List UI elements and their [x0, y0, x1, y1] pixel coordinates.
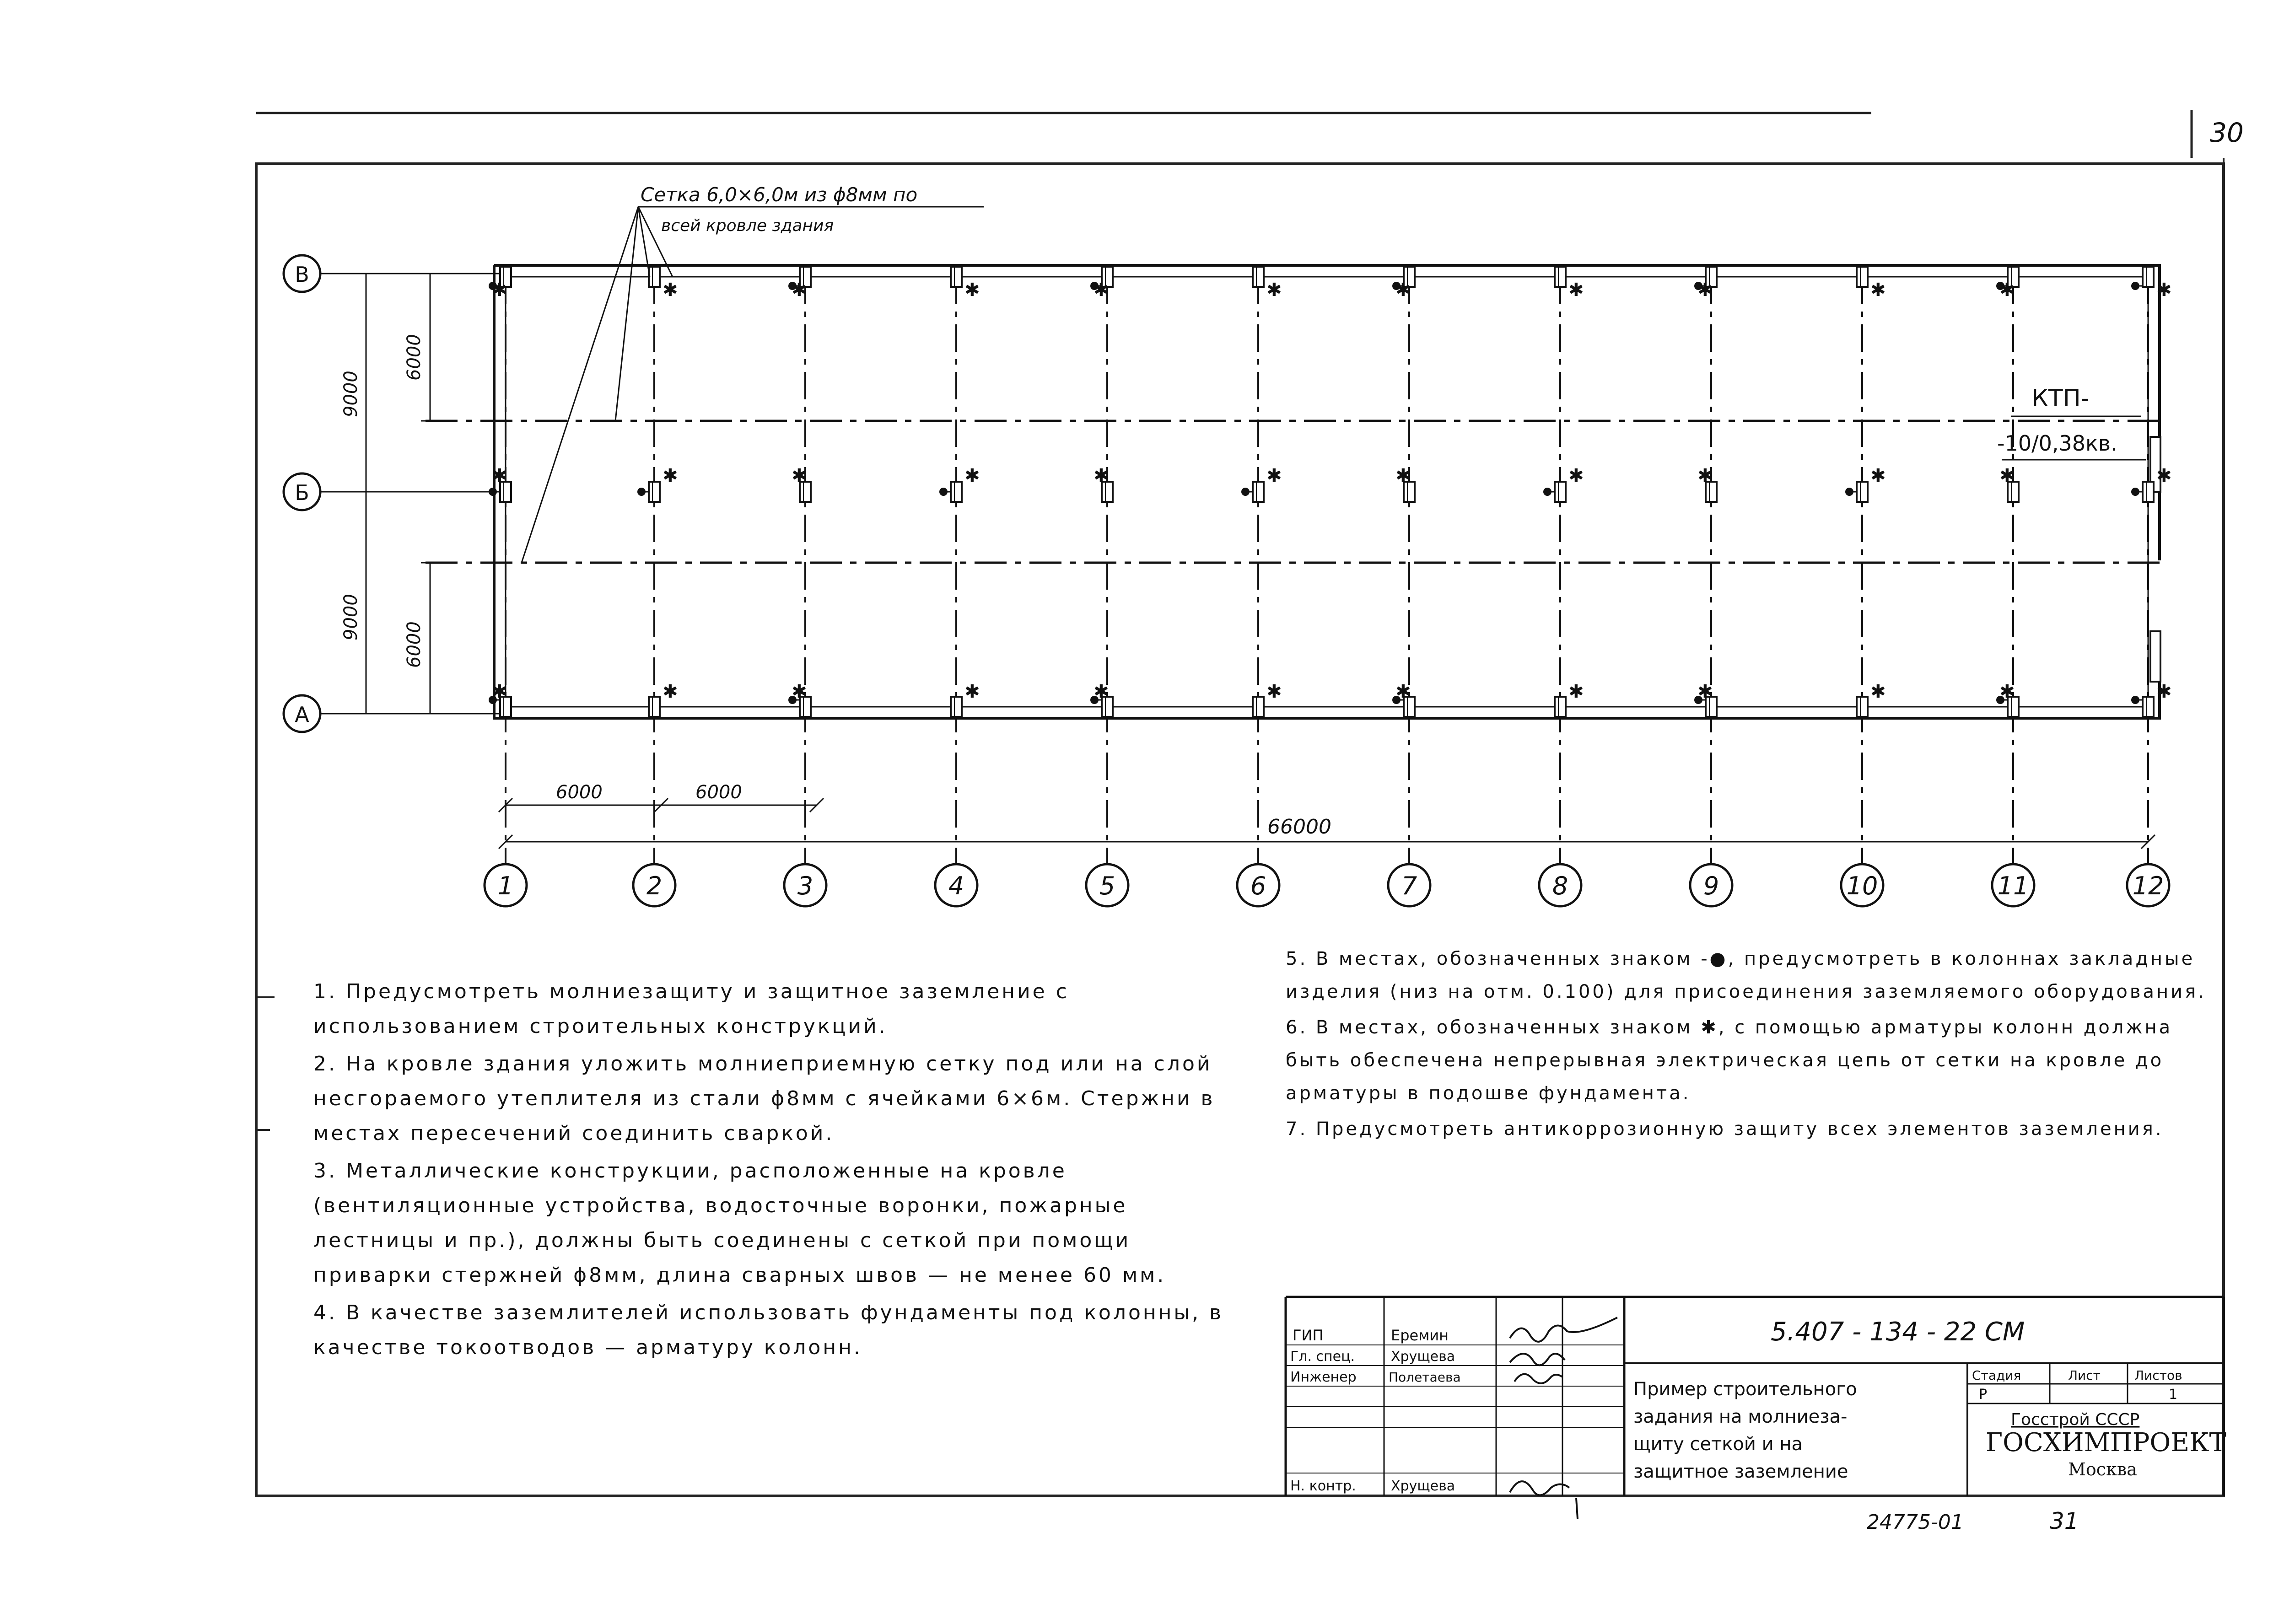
- column-symbol: [792, 465, 811, 502]
- column-symbol: [1241, 465, 1282, 502]
- tb-stage-value: Р: [1979, 1387, 1988, 1403]
- bottom-code: 24775-01: [1867, 1511, 1964, 1534]
- doc-code: 5.407 - 134 - 22 СМ: [1771, 1317, 2025, 1347]
- column-axis-bubble: [935, 864, 977, 906]
- tb-role-gip: ГИП: [1293, 1327, 1324, 1344]
- continuity-mark: ✱: [1568, 280, 1584, 301]
- tb-name-gip: Еремин: [1391, 1327, 1449, 1344]
- continuity-mark: ✱: [1094, 465, 1109, 486]
- mesh-lines: [426, 421, 2160, 563]
- column-symbol: [1694, 267, 1717, 301]
- continuity-mark: ✱: [792, 280, 807, 301]
- column-symbol: [1694, 681, 1717, 717]
- bottom-page: 31: [2050, 1508, 2079, 1534]
- columns-group: [489, 267, 2172, 717]
- tb-sheet-header: Лист: [2068, 1368, 2101, 1383]
- continuity-mark: ✱: [1395, 681, 1411, 702]
- note-7: 7. Предусмотреть антикоррозионную защиту всех элементов заземления.: [1286, 1119, 2164, 1140]
- page-number: 30: [2210, 117, 2244, 148]
- column-symbol: [489, 681, 511, 717]
- svg-text:В: В: [295, 262, 309, 287]
- continuity-mark: ✱: [1395, 280, 1411, 301]
- column-axis-bubble: [1841, 864, 1883, 906]
- note-1: 1. Предусмотреть молниезащиту и защитное заземление с использованием строительных конструкций.: [313, 980, 1069, 1038]
- continuity-mark: ✱: [1697, 280, 1713, 301]
- continuity-mark: ✱: [1870, 681, 1886, 702]
- column-symbol: [1845, 465, 1886, 502]
- svg-text:А: А: [295, 702, 309, 727]
- continuity-mark: ✱: [792, 465, 807, 486]
- mesh-note-line2: всей кровле здания: [661, 216, 834, 235]
- column-symbol: [1094, 465, 1113, 502]
- continuity-mark: ✱: [1870, 280, 1886, 301]
- column-axis-bubbles: [485, 864, 2169, 906]
- dim-total-left-top: 9000: [340, 371, 361, 417]
- continuity-mark: ✱: [492, 465, 507, 486]
- tb-title-line1: Пример строительного: [1633, 1379, 1857, 1400]
- continuity-mark: ✱: [1999, 681, 2015, 702]
- continuity-mark: ✱: [2156, 280, 2172, 301]
- continuity-mark: ✱: [2156, 681, 2172, 702]
- continuity-mark: ✱: [1568, 681, 1584, 702]
- column-axis-bubble: [1992, 864, 2034, 906]
- continuity-mark: ✱: [1266, 681, 1282, 702]
- column-symbol: [1392, 267, 1415, 301]
- svg-text:8: 8: [1552, 871, 1568, 900]
- continuity-mark: ✱: [1395, 465, 1411, 486]
- svg-text:10: 10: [1846, 871, 1878, 900]
- column-symbol: [649, 681, 678, 717]
- column-symbol: [788, 681, 811, 717]
- left-dimension-lines: [357, 274, 439, 714]
- column-axis-bubble: [1237, 864, 1279, 906]
- continuity-mark: ✱: [964, 681, 980, 702]
- column-axis-bubble: [784, 864, 826, 906]
- dim-bay-2: 6000: [695, 782, 742, 803]
- tb-sheets-header: Листов: [2134, 1368, 2182, 1383]
- dim-overall: 66000: [1267, 815, 1331, 839]
- tb-title-line4: защитное заземление: [1633, 1461, 1848, 1482]
- column-symbol: [1996, 267, 2019, 301]
- column-symbol: [2131, 681, 2172, 717]
- ktp-label-line2: -10/0,38кв.: [1997, 431, 2117, 456]
- column-symbol: [1999, 465, 2019, 502]
- tb-name-glspec: Хрущева: [1391, 1349, 1455, 1365]
- column-axis-bubble: [2127, 864, 2169, 906]
- column-symbol: [1697, 465, 1717, 502]
- column-axis-bubble: [1388, 864, 1430, 906]
- svg-text:11: 11: [1997, 871, 2029, 900]
- continuity-mark: ✱: [663, 681, 678, 702]
- tb-name-engineer: Полетаева: [1389, 1370, 1461, 1385]
- column-symbol: [1395, 465, 1415, 502]
- column-axis-bubble: [1539, 864, 1581, 906]
- tb-title-line3: щиту сеткой и на: [1633, 1434, 1803, 1455]
- column-symbol: [649, 267, 678, 301]
- svg-text:9: 9: [1703, 871, 1719, 900]
- svg-text:4: 4: [948, 871, 964, 900]
- dim-mesh-left-top: 6000: [404, 334, 425, 381]
- column-symbol: [2131, 267, 2172, 301]
- continuity-mark: ✱: [492, 681, 507, 702]
- svg-text:Б: Б: [295, 480, 309, 505]
- column-symbol: [1090, 681, 1113, 717]
- continuity-mark: ✱: [1266, 280, 1282, 301]
- continuity-mark: ✱: [964, 465, 980, 486]
- column-axis-bubble: [485, 864, 527, 906]
- continuity-mark: ✱: [1266, 465, 1282, 486]
- tb-title-line2: задания на молниеза-: [1633, 1406, 1848, 1427]
- column-axis-bubble: [1086, 864, 1128, 906]
- column-symbol: [1996, 681, 2019, 717]
- note-2: 2. На кровле здания уложить молниеприемную сетку под или на слой несгораемого утеплителя из стали ϕ8мм с ячейками 6×6м. Стержни в местах пересечений соединить сваркой.: [313, 1052, 1215, 1145]
- continuity-mark: ✱: [1999, 465, 2015, 486]
- svg-text:7: 7: [1401, 871, 1417, 900]
- continuity-mark: ✱: [663, 465, 678, 486]
- continuity-mark: ✱: [1697, 681, 1713, 702]
- continuity-mark: ✱: [964, 280, 980, 301]
- tb-role-ncontr: Н. контр.: [1290, 1478, 1356, 1494]
- continuity-mark: ✱: [663, 280, 678, 301]
- continuity-mark: ✱: [1697, 465, 1713, 486]
- tb-role-glspec: Гл. спец.: [1290, 1349, 1355, 1365]
- column-symbol: [1253, 267, 1282, 301]
- building-outline: [494, 265, 2160, 718]
- continuity-mark: ✱: [2156, 465, 2172, 486]
- column-symbol: [1555, 267, 1584, 301]
- column-symbol: [788, 267, 811, 301]
- column-symbol: [951, 681, 980, 717]
- tb-org-line1: Госстрой СССР: [2011, 1410, 2140, 1429]
- dim-bay-1: 6000: [556, 782, 603, 803]
- continuity-mark: ✱: [1094, 681, 1109, 702]
- mesh-note-line1: Сетка 6,0×6,0м из ϕ8мм по: [641, 183, 918, 206]
- svg-text:1: 1: [497, 871, 514, 900]
- svg-text:3: 3: [797, 871, 813, 900]
- column-symbol: [951, 267, 980, 301]
- row-axis-bubble-b: [284, 473, 320, 510]
- continuity-mark: ✱: [792, 681, 807, 702]
- note-4: 4. В качестве заземлителей использовать фундаменты под колонны, в качестве токоотводов — арматуру колонн.: [313, 1301, 1224, 1359]
- dim-total-left-bottom: 9000: [340, 594, 361, 640]
- continuity-mark: ✱: [1999, 280, 2015, 301]
- column-symbol: [1857, 267, 1886, 301]
- column-symbol: [1555, 681, 1584, 717]
- continuity-mark: ✱: [1568, 465, 1584, 486]
- note-3: 3. Металлические конструкции, расположенные на кровле (вентиляционные устройства, водосточные воронки, пожарные лестницы и пр.), должны быть соединены с сеткой при помощи приварки стержней ϕ8мм, длина сварных швов — не менее 60 мм.: [313, 1159, 1166, 1287]
- dim-mesh-left-bottom: 6000: [404, 621, 425, 668]
- mesh-note-leader: [522, 207, 984, 563]
- column-symbol: [939, 465, 980, 502]
- svg-text:12: 12: [2132, 871, 2164, 900]
- column-axis-bubble: [1690, 864, 1732, 906]
- ktp-label-line1: КТП-: [2031, 385, 2090, 412]
- tb-org-line3: Москва: [2068, 1459, 2137, 1479]
- note-5: 5. В местах, обозначенных знаком -●, предусмотреть в колоннах закладные изделия (низ на отм. 0.100) для присоединения заземляемого оборудования.: [1286, 948, 2206, 1002]
- tb-stage-header: Стадия: [1972, 1368, 2021, 1383]
- continuity-mark: ✱: [1870, 465, 1886, 486]
- svg-text:5: 5: [1099, 871, 1115, 900]
- column-symbol: [1543, 465, 1584, 502]
- signatures: [1510, 1317, 1617, 1519]
- row-axis-bubble-v: [284, 255, 320, 292]
- continuity-mark: ✱: [1094, 280, 1109, 301]
- row-axis-bubble-a: [284, 695, 320, 732]
- column-axis-lines: [506, 277, 2148, 869]
- column-axis-bubble: [633, 864, 675, 906]
- column-symbol: [1253, 681, 1282, 717]
- column-symbol: [637, 465, 678, 502]
- notes-right: [1286, 942, 2219, 1148]
- column-symbol: [489, 267, 511, 301]
- note-6: 6. В местах, обозначенных знаком ✱, с помощью арматуры колонн должна быть обеспечена непрерывная электрическая цепь от сетки на кровле до арматуры в подошве фундамента.: [1286, 1017, 2173, 1104]
- tb-name-ncontr: Хрущева: [1391, 1478, 1455, 1494]
- notes-left: [313, 974, 1256, 1368]
- column-symbol: [1392, 681, 1415, 717]
- continuity-mark: ✱: [492, 280, 507, 301]
- tb-role-engineer: Инженер: [1290, 1369, 1357, 1385]
- column-symbol: [1857, 681, 1886, 717]
- column-symbol: [489, 465, 511, 502]
- svg-text:2: 2: [646, 871, 663, 900]
- svg-text:6: 6: [1250, 871, 1266, 900]
- tb-org-line2: ГОСХИМПРОЕКТ: [1986, 1428, 2226, 1457]
- tb-sheets-value: 1: [2169, 1387, 2178, 1403]
- column-symbol: [1090, 267, 1113, 301]
